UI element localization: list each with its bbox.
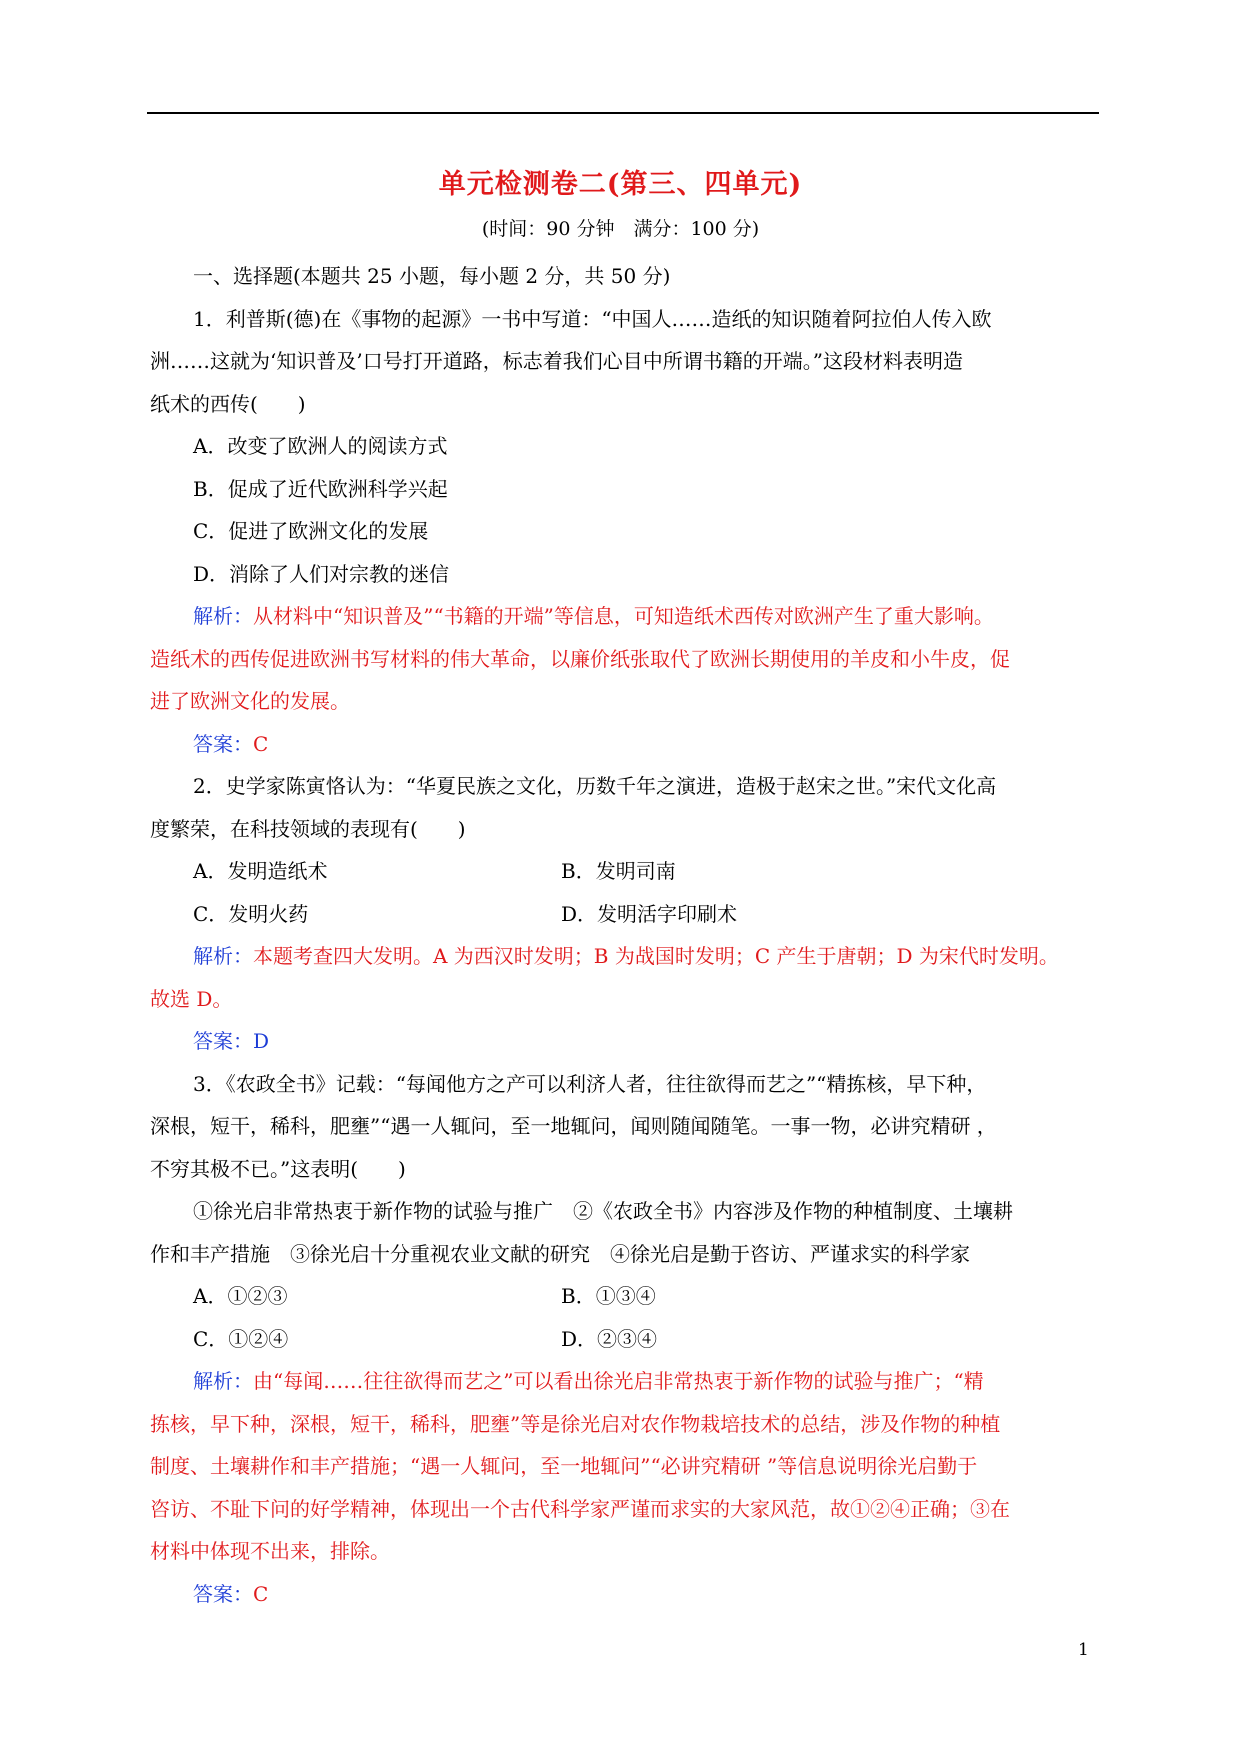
analysis xyxy=(150,935,1096,978)
section-heading: 一、选择题(本题共 25 小题，每小题 2 分，共 50 分) xyxy=(193,264,671,288)
question-stem: 不穷其极不已。”这表明( ) xyxy=(150,1156,406,1181)
option-d: D．消除了人们对宗教的迷信 xyxy=(193,561,450,586)
option-a: A．发明造纸术 xyxy=(193,859,328,883)
statement-items: ①徐光启非常热衷于新作物的试验与推广 ②《农政全书》内容涉及作物的种植制度、土壤耕 xyxy=(193,1199,1013,1223)
option-d: D．②③④ xyxy=(561,1326,658,1351)
analysis-text: 从材料中“知识普及”“书籍的开端”等信息，可知造纸术西传对欧洲产生了重大影响。 xyxy=(253,604,994,628)
answer-label: 答案： xyxy=(193,1029,253,1053)
analysis-label: 解析： xyxy=(193,944,253,968)
options-row xyxy=(150,1275,1096,1318)
question-stem: 3．《农政全书》记载：“每闻他方之产可以利济人者，往往欲得而艺之”“精拣核，早下种， xyxy=(193,1071,987,1096)
answer-label: 答案： xyxy=(193,1581,253,1606)
analysis-label: 解析： xyxy=(193,604,253,628)
options-row xyxy=(150,850,1096,893)
analysis-text: 制度、土壤耕作和丰产措施；“遇一人辄问，至一地辄问”“必讲究精研 ”等信息说明徐光启勤于 xyxy=(150,1454,978,1478)
analysis-text: 进了欧洲文化的发展。 xyxy=(150,689,350,713)
header-rule xyxy=(147,112,1099,114)
analysis xyxy=(150,1360,1096,1403)
answer-value: D xyxy=(253,1029,270,1053)
question-2 xyxy=(150,765,1096,1063)
option-b: B．促成了近代欧洲科学兴起 xyxy=(193,476,448,501)
analysis-label: 解析： xyxy=(193,1369,253,1393)
option-a: A．①②③ xyxy=(193,1284,288,1308)
option-b: B．①③④ xyxy=(561,1284,656,1308)
answer xyxy=(150,1573,1096,1616)
option-c: C．发明火药 xyxy=(193,901,309,926)
analysis-text: 咨访、不耻下问的好学精神，体现出一个古代科学家严谨而求实的大家风范，故①②④正确；③在 xyxy=(150,1496,1010,1521)
analysis-text: 材料中体现不出来，排除。 xyxy=(150,1539,390,1563)
page-title: 单元检测卷二(第三、四单元) xyxy=(438,169,803,200)
analysis xyxy=(150,595,1096,638)
analysis-text: 拣核，早下种，深根，短干，稀科，肥壅”等是徐光启对农作物栽培技术的总结，涉及作物的种植 xyxy=(150,1411,1001,1436)
answer-value: C xyxy=(253,1581,269,1606)
question-stem: 2．史学家陈寅恪认为：“华夏民族之文化，历数千年之演进，造极于赵宋之世。”宋代文化高 xyxy=(193,774,997,798)
page-number: 1 xyxy=(1078,1640,1089,1660)
option-d: D．发明活字印刷术 xyxy=(561,901,738,926)
options-row xyxy=(150,1318,1096,1361)
statement-items: 作和丰产措施 ③徐光启十分重视农业文献的研究 ④徐光启是勤于咨访、严谨求实的科学家 xyxy=(150,1241,970,1266)
option-c: C．①②④ xyxy=(193,1326,289,1351)
document-body xyxy=(150,255,1096,1615)
question-3 xyxy=(150,1063,1096,1616)
answer xyxy=(150,1020,1096,1063)
option-a: A．改变了欧洲人的阅读方式 xyxy=(193,434,448,458)
answer-value: C xyxy=(253,731,269,756)
question-stem: 洲……这就为‘知识普及’口号打开道路，标志着我们心目中所谓书籍的开端。”这段材料表明造 xyxy=(150,349,963,373)
answer xyxy=(150,723,1096,766)
question-1 xyxy=(150,298,1096,766)
analysis-text: 由“每闻……往往欲得而艺之”可以看出徐光启非常热衷于新作物的试验与推广；“精 xyxy=(253,1369,984,1393)
page-subtitle: (时间：90 分钟 满分：100 分) xyxy=(481,218,760,240)
answer-label: 答案： xyxy=(193,731,253,756)
question-stem: 纸术的西传( ) xyxy=(150,391,306,416)
option-b: B．发明司南 xyxy=(561,859,676,883)
question-stem: 1．利普斯(德)在《事物的起源》一书中写道：“中国人……造纸的知识随着阿拉伯人传入欧 xyxy=(193,306,992,331)
analysis-text: 故选 D。 xyxy=(150,986,233,1011)
question-stem: 度繁荣，在科技领域的表现有( ) xyxy=(150,816,466,841)
analysis-text: 造纸术的西传促进欧洲书写材料的伟大革命，以廉价纸张取代了欧洲长期使用的羊皮和小牛皮，促 xyxy=(150,646,1010,671)
option-c: C．促进了欧洲文化的发展 xyxy=(193,519,429,543)
analysis-text: 本题考查四大发明。A 为西汉时发明；B 为战国时发明；C 产生于唐朝；D 为宋代时发明。 xyxy=(253,944,1059,968)
question-stem: 深根，短干，稀科，肥壅”“遇一人辄问，至一地辄问，闻则随闻随笔。一事一物，必讲究精研 ， xyxy=(150,1114,997,1138)
options-row xyxy=(150,893,1096,936)
